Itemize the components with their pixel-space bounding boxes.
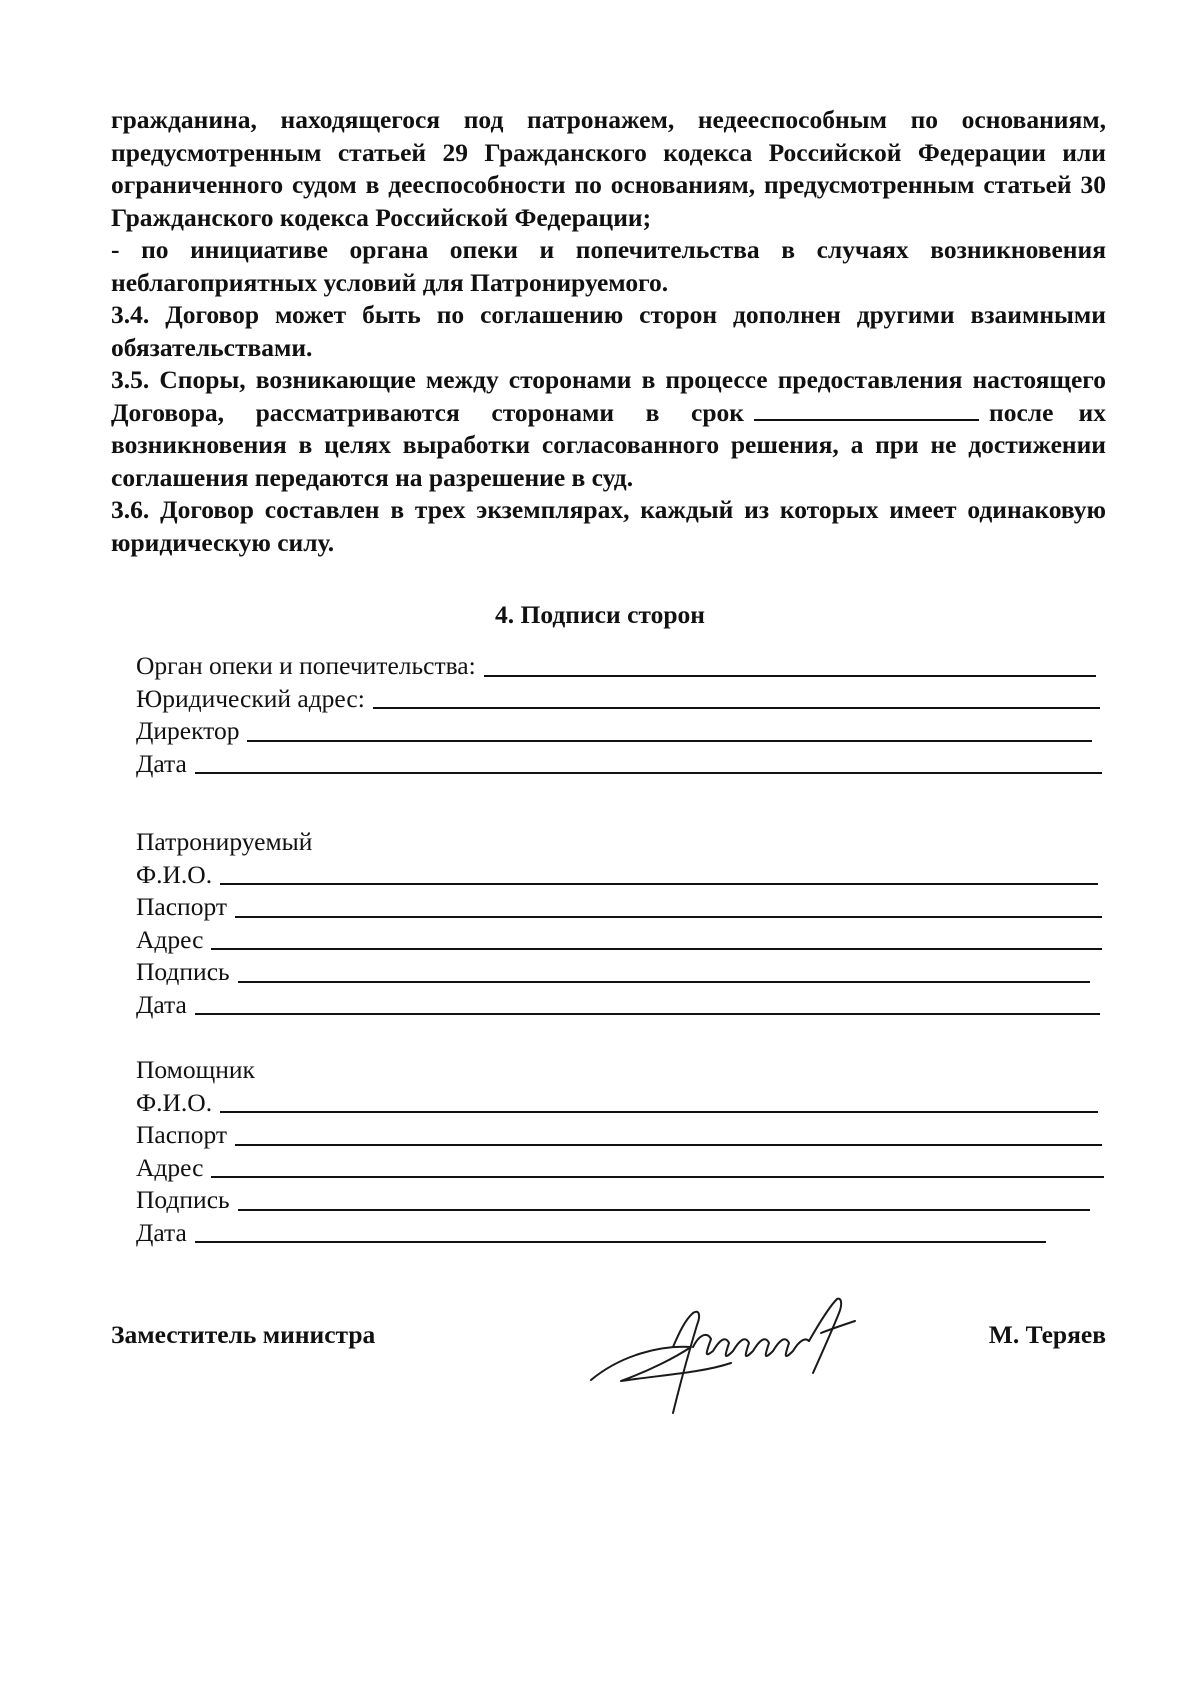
field-organ[interactable] bbox=[484, 675, 1096, 677]
ward-title: Патронируемый bbox=[136, 827, 313, 856]
field-ward-signature[interactable] bbox=[238, 981, 1090, 983]
field-legal-address[interactable] bbox=[373, 707, 1100, 709]
row-assistant-date bbox=[136, 1217, 1106, 1250]
field-assistant-date[interactable] bbox=[195, 1241, 1046, 1243]
field-assistant-address[interactable] bbox=[211, 1176, 1104, 1178]
label-legal-address: Юридический адрес: bbox=[136, 683, 365, 713]
ward-block bbox=[136, 826, 1106, 1021]
label-ward-date: Дата bbox=[136, 989, 187, 1019]
row-organ bbox=[136, 650, 1106, 683]
label-assistant-fio: Ф.И.О. bbox=[136, 1087, 213, 1117]
label-assistant-date: Дата bbox=[136, 1217, 187, 1247]
field-assistant-signature[interactable] bbox=[238, 1209, 1090, 1211]
label-guardianship-date: Дата bbox=[136, 748, 187, 778]
paragraph-incapacity: гражданина, находящегося под патронажем, недееспособным по основаниям, предусмотренным статьей 29 Гражданского кодекса Российской Федерации или ограниченного судом в дееспособности по основаниям, предусмотренным статьей 30 Гражданского кодекса Российской Федерации; bbox=[111, 105, 1106, 232]
row-ward-signature bbox=[136, 956, 1106, 989]
row-assistant-passport bbox=[136, 1119, 1106, 1152]
term-prefix-text: Договора, рассматриваются сторонами в срок bbox=[111, 397, 744, 427]
label-assistant-signature: Подпись bbox=[136, 1185, 230, 1214]
field-guardianship-date[interactable] bbox=[195, 772, 1102, 774]
assistant-block bbox=[136, 1054, 1106, 1249]
section-title-signatures: 4. Подписи сторон bbox=[495, 600, 705, 629]
handwritten-signature-icon bbox=[581, 1285, 881, 1425]
assistant-title: Помощник bbox=[136, 1055, 255, 1084]
signatory-position: Заместитель министра bbox=[111, 1320, 376, 1349]
contract-text bbox=[111, 104, 1106, 559]
term-blank-field[interactable] bbox=[754, 397, 979, 421]
row-assistant-fio bbox=[136, 1087, 1106, 1120]
label-ward-fio: Ф.И.О. bbox=[136, 859, 213, 889]
paragraph-3-6: 3.6. Договор составлен в трех экземплярах, каждый из которых имеет одинаковую юридическую силу. bbox=[111, 495, 1106, 557]
row-director bbox=[136, 715, 1106, 748]
field-director[interactable] bbox=[247, 740, 1092, 742]
label-ward-passport: Паспорт bbox=[136, 892, 228, 921]
label-director: Директор bbox=[136, 716, 240, 745]
row-guardianship-date bbox=[136, 748, 1106, 781]
field-ward-fio[interactable] bbox=[220, 883, 1098, 885]
paragraph-guardianship-initiative: - по инициативе органа опеки и попечительства в случаях возникновения неблагоприятных условий для Патронируемого. bbox=[111, 235, 1106, 297]
label-organ: Орган опеки и попечительства: bbox=[136, 651, 476, 680]
paragraph-3-5-rest: возникновения в целях выработки согласованного решения, а при не достижении соглашения передаются на разрешение в суд. bbox=[111, 430, 1106, 492]
term-suffix-text: после их bbox=[989, 397, 1106, 427]
row-ward-date bbox=[136, 989, 1106, 1022]
signatory-footer bbox=[111, 1310, 1106, 1430]
field-ward-passport[interactable] bbox=[235, 916, 1102, 918]
paragraph-3-5-line1: 3.5. Споры, возникающие между сторонами в процессе предоставления настоящего bbox=[111, 365, 1106, 394]
label-ward-address: Адрес bbox=[136, 924, 204, 954]
field-ward-date[interactable] bbox=[195, 1013, 1100, 1015]
row-legal-address bbox=[136, 683, 1106, 716]
field-ward-address[interactable] bbox=[211, 948, 1102, 950]
row-assistant-signature bbox=[136, 1184, 1106, 1217]
label-assistant-address: Адрес bbox=[136, 1152, 204, 1182]
signatory-name: М. Теряев bbox=[988, 1320, 1106, 1349]
field-assistant-passport[interactable] bbox=[235, 1144, 1102, 1146]
row-ward-passport bbox=[136, 891, 1106, 924]
row-assistant-address bbox=[136, 1152, 1106, 1185]
label-assistant-passport: Паспорт bbox=[136, 1120, 228, 1149]
field-assistant-fio[interactable] bbox=[220, 1111, 1098, 1113]
label-ward-signature: Подпись bbox=[136, 957, 230, 986]
paragraph-3-5-term-line bbox=[111, 397, 1106, 430]
row-ward-address bbox=[136, 924, 1106, 957]
paragraph-3-5 bbox=[111, 364, 1106, 494]
row-ward-fio bbox=[136, 859, 1106, 892]
paragraph-3-4: 3.4. Договор может быть по соглашению сторон дополнен другими взаимными обязательствами. bbox=[111, 300, 1106, 362]
guardianship-block bbox=[136, 650, 1106, 780]
